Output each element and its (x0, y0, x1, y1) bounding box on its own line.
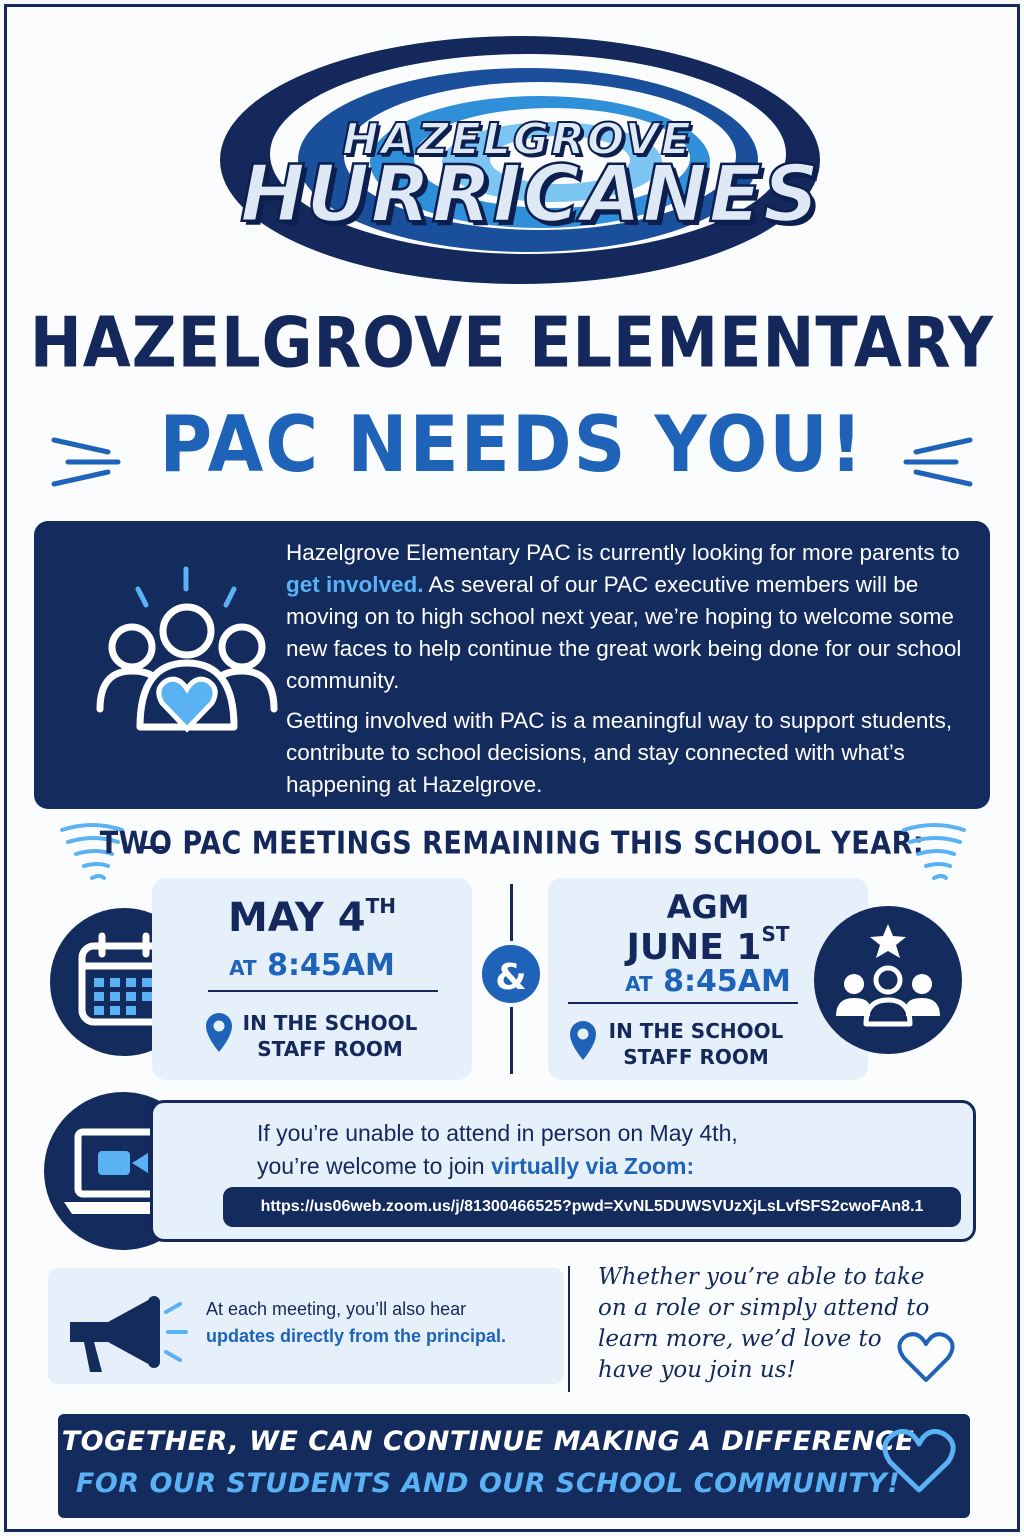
pac-needs-you-heading: PAC NEEDS YOU! (159, 398, 865, 490)
card-divider (568, 1002, 798, 1004)
principal-updates-text: At each meeting, you’ll also hear updates directly from the principal. (206, 1299, 507, 1346)
hurricanes-logo (190, 22, 840, 292)
ampersand-badge: & (478, 941, 544, 1007)
meeting-card-may (152, 878, 472, 1080)
zoom-panel (150, 1100, 976, 1242)
closing-banner (58, 1414, 970, 1518)
meeting-location-may: IN THE SCHOOL STAFF ROOM (242, 1011, 418, 1061)
intro-panel (34, 521, 990, 809)
intro-paragraph-1: Hazelgrove Elementary PAC is currently looking for more parents to get involved. As several of our PAC executive members will be moving on to high school next year, we’re hoping to welcome some new faces to help continue the great work being done for our school community. (286, 540, 962, 693)
logo-line-hurricanes: HURRICANES (239, 150, 821, 240)
meeting-label-agm: AGM (666, 888, 750, 926)
zoom-invitation-text: If you’re unable to attend in person on May 4th, you’re welcome to join virtually via Zoom: (257, 1120, 738, 1179)
school-name-heading: HAZELGROVE ELEMENTARY (29, 301, 995, 384)
heart-outline-large-icon (880, 1426, 958, 1496)
zoom-meeting-link[interactable]: https://us06web.zoom.us/j/81300466525?pwd=XvNL5DUWSVUzXjLsLvfSFS2cwoFAn8.1 (223, 1187, 961, 1227)
meeting-time-june: AT 8:45AM (625, 964, 791, 999)
group-star-icon-badge (814, 906, 962, 1054)
group-star-icon (814, 906, 962, 1054)
section-divider (568, 1266, 570, 1392)
heart-outline-icon (896, 1330, 956, 1384)
meeting-date-june: JUNE 1ST (626, 922, 790, 968)
intro-paragraph-2: Getting involved with PAC is a meaningful way to support students, contribute to school decisions, and stay connected with what’s happening at Hazelgrove. (286, 708, 953, 797)
banner-line-2: FOR OUR STUDENTS AND OUR SCHOOL COMMUNITY! (75, 1468, 901, 1499)
megaphone-icon (48, 1276, 198, 1386)
tornado-right-icon (898, 818, 970, 888)
virtual-zoom-highlight: virtually via Zoom: (490, 1153, 695, 1179)
card-divider (208, 990, 438, 992)
meeting-time-may: AT 8:45AM (229, 948, 395, 983)
logo-line-hazelgrove: HAZELGROVE (342, 114, 693, 165)
get-involved-highlight: get involved. (286, 572, 424, 597)
principal-updates-panel (48, 1268, 564, 1384)
join-us-script-text: Whether you’re able to take on a role or simply attend to learn more, we’d love to have you join us! (598, 1264, 930, 1383)
meeting-date-may: MAY 4TH (227, 894, 397, 941)
community-heart-icon (92, 559, 282, 749)
burst-lines-right-icon (874, 418, 984, 498)
meeting-location-june: IN THE SCHOOL STAFF ROOM (608, 1019, 784, 1069)
meetings-heading: TWO PAC MEETINGS REMAINING THIS SCHOOL YEAR: (99, 825, 925, 862)
banner-line-1: TOGETHER, WE CAN CONTINUE MAKING A DIFFERENCE (61, 1426, 915, 1457)
